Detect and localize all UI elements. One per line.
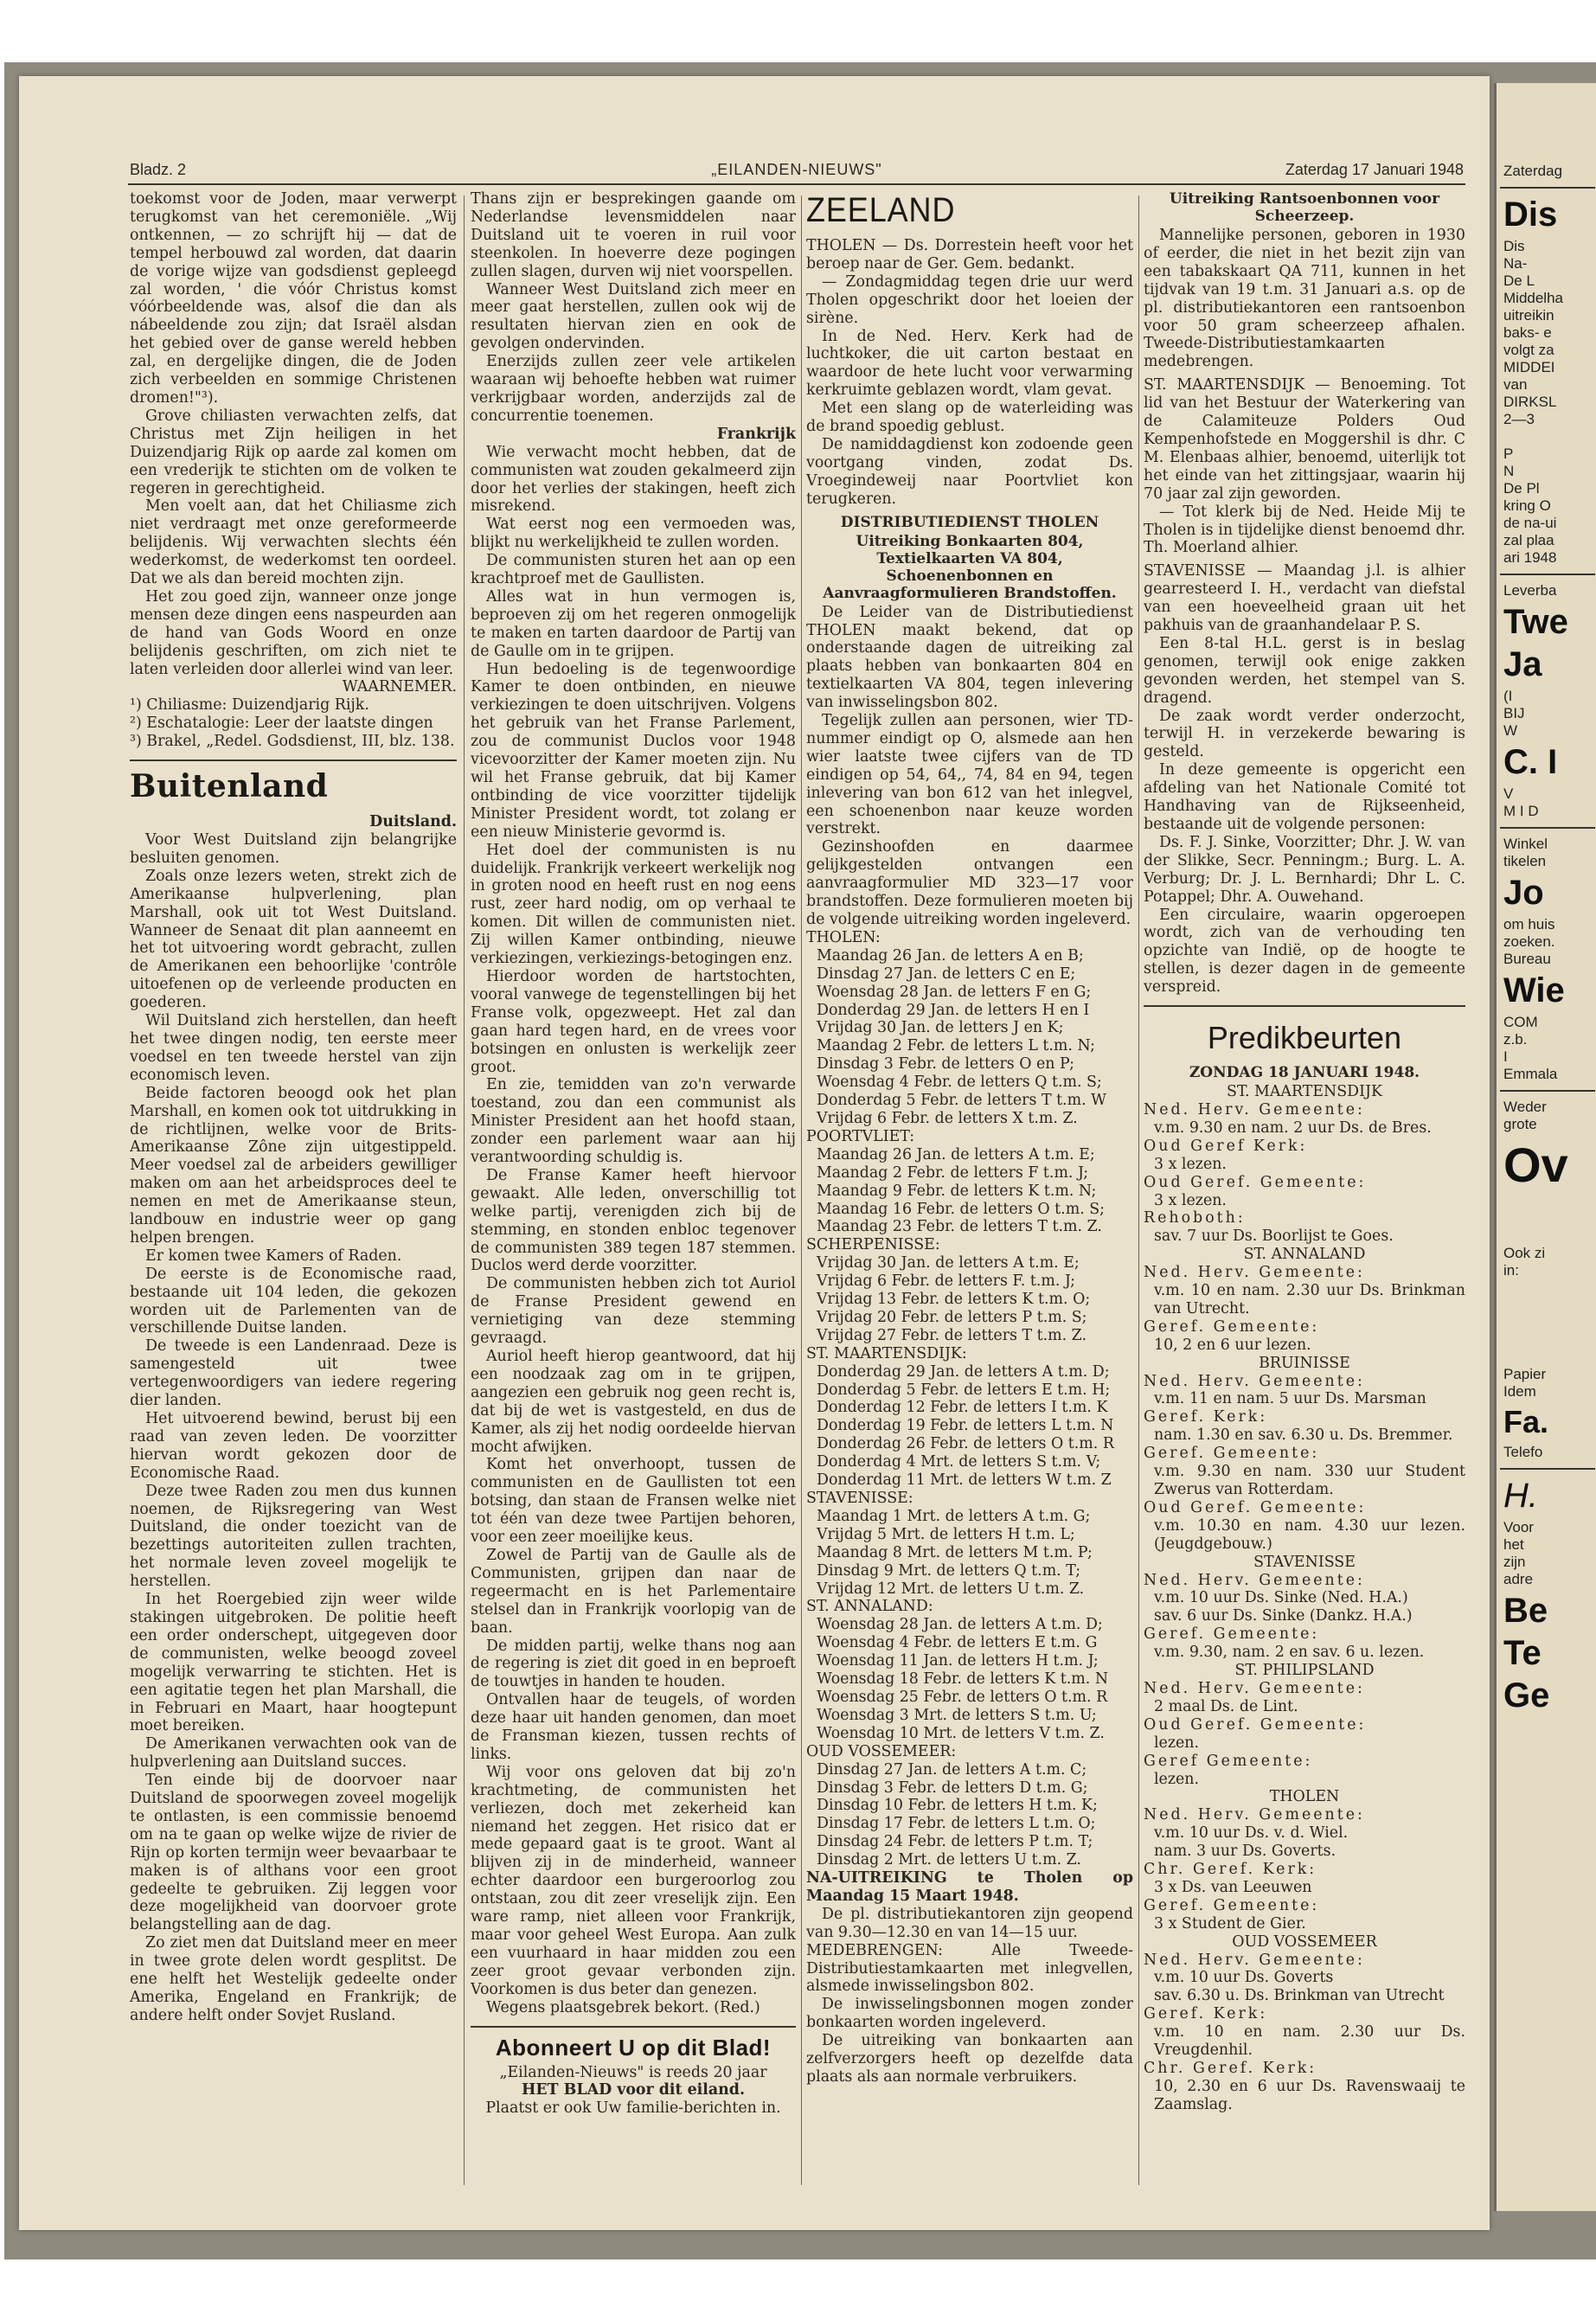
rp-line: De L: [1503, 272, 1535, 289]
paragraph: Er komen twee Kamers of Raden.: [145, 1247, 402, 1265]
service-times: sav. 7 uur Ds. Boorlijst te Goes.: [1154, 1227, 1394, 1246]
paragraph: Een circulaire, waarin opgeroepen wordt, zich van de verhouding ten opzichte van Indië, op de hoogte te stellen, is dezer dagen in de gemeente verspreid.: [1144, 906, 1465, 997]
schedule-row: Dinsdag 24 Febr. de letters P t.m. T;: [817, 1833, 1093, 1851]
paragraph: Grove chiliasten verwachten zelfs, dat Christus met Zijn heiligen in het Duizendjarig Rijk op aarde zal komen om een vrederijk te stichten om de volken te regeren in gerechtigheid.: [130, 407, 457, 497]
church-name: Oud Geref Kerk:: [1144, 1137, 1308, 1155]
schedule-row: Donderdag 29 Jan. de letters H en I: [817, 1001, 1090, 1019]
paragraph: De uitreiking van bonkaarten aan zelfverzorgers heeft op dezelfde data plaats als aan normale verbruikers.: [806, 2032, 1133, 2086]
schedule-row: Vrijdag 30 Jan. de letters A t.m. E;: [817, 1254, 1080, 1272]
editorial-note: Wegens plaatsgebrek bekort. (Red.): [486, 1998, 760, 2016]
rp-line: H.: [1503, 1477, 1538, 1515]
rp-line: Wie: [1503, 971, 1565, 1009]
paragraph: De midden partij, welke thans nog aan de regering is ziet dit goed in en beproeft de touwtjes in handen te houden.: [471, 1637, 796, 1691]
rp-line: BIJ: [1503, 705, 1525, 721]
rp-line: Ook zi: [1503, 1245, 1546, 1261]
rp-line: Ge: [1503, 1676, 1550, 1715]
rp-line: zoeken.: [1503, 933, 1555, 950]
rp-line: Jo: [1503, 874, 1544, 912]
service-times: v.m. 9.30, nam. 2 en sav. 6 u. lezen.: [1154, 1644, 1425, 1662]
footnote: ²) Eschatalogie: Leer der laatste dingen: [130, 715, 433, 733]
service-times: 3 x lezen.: [1154, 1155, 1227, 1173]
place-heading: OUD VOSSEMEER: [1232, 1932, 1377, 1951]
rp-line: Middelha: [1503, 290, 1563, 306]
schedule-row: Woensdag 3 Mrt. de letters S t.m. U;: [817, 1706, 1097, 1724]
rp-line: Weder: [1503, 1099, 1547, 1115]
paragraph: Ds. F. J. Sinke, Voorzitter; Dhr. J. W. van der Slikke, Secr. Penningm.; Burg. L. A. Verburg; Dr. J. L. Bernhardi; Dhr L. C. Potappel; Dhr. A. Ouwehand.: [1144, 833, 1465, 906]
rp-line: (I: [1503, 688, 1513, 704]
schedule-row: Donderdag 5 Febr. de letters T t.m. W: [817, 1092, 1107, 1110]
schedule-row: Maandag 26 Jan. de letters A en B;: [817, 946, 1084, 965]
section-heading-buitenland: Buitenland: [130, 768, 329, 805]
paragraph: Wil Duitsland zich herstellen, dan heeft het twee dingen nodig, ten eerste meer voedsel en ten tweede herstel van zijn economisch leven.: [130, 1012, 457, 1084]
date-heading: ZONDAG 18 JANUARI 1948.: [1189, 1064, 1420, 1082]
service-times: v.m. 10 en nam. 2.30 uur Ds. Vreugdenhil.: [1154, 2023, 1465, 2060]
schedule-row: Donderdag 19 Febr. de letters L t.m. N: [817, 1417, 1114, 1435]
church-name: Ned. Herv. Gemeente:: [1144, 1571, 1365, 1589]
paragraph: Wanneer West Duitsland zich meer en meer gaat herstellen, zullen ook wij de resultaten hiervan zien en ook de gevolgen ondervinden.: [471, 280, 796, 353]
schedule-heading: STAVENISSE:: [806, 1490, 913, 1507]
column-3: [806, 190, 1133, 2197]
adjacent-page-edge: [1494, 83, 1596, 2211]
adjacent-header: Zaterdag: [1503, 163, 1563, 179]
church-name: Geref. Kerk:: [1144, 2005, 1268, 2023]
schedule-heading: OUD VOSSEMEER:: [806, 1742, 957, 1760]
schedule-row: Woensdag 25 Febr. de letters O t.m. R: [817, 1688, 1108, 1706]
church-name: Ned. Herv. Gemeente:: [1144, 1264, 1365, 1282]
service-times: v.m. 9.30 en nam. 2 uur Ds. de Bres.: [1154, 1118, 1432, 1137]
church-name: Geref Gemeente:: [1144, 1752, 1313, 1770]
section-rule: [130, 760, 457, 761]
schedule-row: Maandag 16 Febr. de letters O t.m. S;: [817, 1200, 1106, 1218]
paragraph: De communisten hebben zich tot Auriol de Franse President gewend en vernietiging van deze stemming gevraagd.: [471, 1275, 796, 1348]
paragraph: De tweede is een Landenraad. Deze is samengesteld uit twee vertegenwoordigers van iedere regering dier landen.: [130, 1337, 457, 1410]
rp-line: Ov: [1503, 1138, 1568, 1192]
section-heading-predikbeurten: Predikbeurten: [1207, 1020, 1402, 1056]
schedule-row: Woensdag 4 Febr. de letters Q t.m. S;: [817, 1074, 1102, 1092]
paragraph: Zo ziet men dat Duitsland meer en meer in twee grote delen wordt gesplitst. De ene helft het Westelijk gedeelte onder Amerika, Engeland en Frankrijk; de andere helft onder Sovjet Rusland.: [130, 1934, 457, 2024]
notice-subtitle: Uitreiking Bonkaarten 804, Textielkaarten VA 804, Schoenenbonnen en Aanvraagformulieren Brandstoffen.: [823, 532, 1117, 602]
schedule-row: Maandag 2 Febr. de letters L t.m. N;: [817, 1037, 1095, 1055]
schedule-row: Dinsdag 27 Jan. de letters C en E;: [817, 965, 1076, 983]
schedule-heading: POORTVLIET:: [806, 1127, 915, 1145]
place-heading: THOLEN: [1269, 1788, 1340, 1806]
rp-line: z.b.: [1503, 1031, 1528, 1048]
paragraph: Het zou goed zijn, wanneer onze jonge mensen deze dingen eens naspeurden aan de hand van Gods Woord en onze belijdenis geschriften, om zich niet te laten verleiden door allerlei wind van leer.: [130, 587, 457, 678]
schedule-row: Woensdag 28 Jan. de letters A t.m. D;: [817, 1616, 1103, 1634]
rp-line: zijn: [1503, 1554, 1526, 1570]
church-name: Ned. Herv. Gemeente:: [1144, 1372, 1365, 1390]
paragraph: De zaak wordt verder onderzocht, terwijl H. in verzekerde bewaring is gesteld.: [1144, 707, 1465, 761]
church-name: Oud Geref. Gemeente:: [1144, 1173, 1367, 1191]
paragraph: Tegelijk zullen aan personen, wier TD-nummer eindigt op O, alsmede aan hen wier laatste twee cijfers van de TD eindigen op 54, 64,, 74, 84 en 94, tegen inlevering van bon 612 van het inlegvel, een schoenenbon naar keuze worden verstrekt.: [806, 712, 1133, 838]
church-name: Geref. Gemeente:: [1144, 1896, 1320, 1914]
paragraph: Het doel der communisten is nu duidelijk. Frankrijk verkeert werkelijk nog in groten nood en heeft rust en nog eens rust, zeer hard nodig, om op verhaal te komen. Dit willen de communisten niet. Zij willen Kamer ontbinding, nieuwe verkiezingen, verkiezings-betogingen enz.: [471, 841, 796, 968]
schedule-row: Woensdag 11 Jan. de letters H t.m. J;: [817, 1652, 1099, 1670]
paragraph: Komt het onverhoopt, tussen de communisten en de Gaullisten tot een botsing, dan staan de Fransen welke niet tot één van deze twee Partijen behoren, voor een zeer moeilijke keus.: [471, 1456, 796, 1547]
subheading-duitsland: Duitsland.: [369, 813, 457, 831]
column-divider: [464, 195, 465, 2185]
paragraph: Beide factoren beoogd ook het plan Marshall, en komen ook tot uitdrukking in de richtlijnen, welke voor de Brits-Amerikaanse Zône zijn uitgestippeld. Meer voedsel zal de arbeiders gewilliger maken om aan het arbeidsproces deel te nemen en met de Amerikaanse steun, landbouw en industrie weer op gang helpen brengen.: [130, 1084, 457, 1247]
paragraph: Hierdoor worden de hartstochten, vooral vanwege de tegenstellingen bij het Franse volk, opgezweept. Het zal dan gaan hard tegen hard, en de vrees voor botsingen en onlusten is werkelijk zeer groot.: [471, 967, 796, 1076]
footnote: ¹) Chiliasme: Duizendjarig Rijk.: [130, 696, 369, 715]
rp-line: uitreikin: [1503, 307, 1554, 324]
paragraph: NA-UITREIKING te Tholen op Maandag 15 Maart 1948.: [806, 1869, 1133, 1905]
paragraph: Het uitvoerend bewind, berust bij een raad van zeven leden. De voorzitter hiervan wordt gekozen door de Economische Raad.: [130, 1410, 457, 1482]
header-rule: [128, 183, 1465, 185]
rp-line: adre: [1503, 1571, 1534, 1587]
rp-line: tikelen: [1503, 853, 1547, 869]
church-name: Ned. Herv. Gemeente:: [1144, 1679, 1365, 1697]
paragraph: Gezinshoofden en daarmee gelijkgestelden ontvangen een aanvraagformulier MD 323—17 voor brandstoffen. Deze formulieren moeten bij de volgende uitreiking worden ingeleverd.: [806, 838, 1133, 928]
column-divider: [1138, 195, 1139, 2185]
rp-line: I: [1503, 1048, 1508, 1065]
schedule-row: Vrijdag 6 Febr. de letters F. t.m. J;: [817, 1272, 1076, 1291]
schedule-row: Maandag 2 Febr. de letters F t.m. J;: [817, 1163, 1089, 1182]
service-times: v.m. 10 uur Ds. Goverts: [1154, 1969, 1334, 1987]
church-name: Oud Geref. Gemeente:: [1144, 1498, 1367, 1516]
church-name: Ned. Herv. Gemeente:: [1144, 1951, 1365, 1969]
paragraph: Enerzijds zullen zeer vele artikelen waaraan wij behoefte hebben wat ruimer verkrijgbaar worden, anderzijds zal de concurrentie toenemen.: [471, 353, 796, 425]
section-rule: [471, 2026, 796, 2028]
paragraph: Hun bedoeling is de tegenwoordige Kamer te doen ontbinden, en nieuwe verkiezingen te doen uitschrijven. Volgens het gebruik van het Franse Parlement, zou de communist Duclos voor 1948 vicevoorzitter der Kamer moeten zijn. Nu wil het Franse gebruik, dat bij Kamer ontbinding de vice voorzitter tijdelijk Minister President wordt, tot zolang er een nieuw Ministerie gevormd is.: [471, 660, 796, 841]
service-times: v.m. 9.30 en nam. 330 uur Student Zwerus van Rotterdam.: [1154, 1463, 1465, 1498]
schedule-heading: ST. MAARTENSDIJK:: [806, 1344, 967, 1362]
service-times: sav. 6 uur Ds. Sinke (Dankz. H.A.): [1154, 1607, 1413, 1625]
service-times: 3 x Ds. van Leeuwen: [1154, 1878, 1312, 1896]
rp-line: in:: [1503, 1262, 1519, 1279]
rp-line: Dis: [1503, 195, 1558, 234]
rp-line: baks- e: [1503, 324, 1552, 341]
rp-line: COM: [1503, 1014, 1538, 1030]
rp-line: Te: [1503, 1634, 1542, 1672]
schedule-row: Vrijdag 30 Jan. de letters J en K;: [817, 1019, 1064, 1037]
place-heading: ST. ANNALAND: [1243, 1246, 1366, 1264]
church-name: Chr. Geref. Kerk:: [1144, 2060, 1317, 2077]
section-heading-zeeland: ZEELAND: [806, 191, 956, 229]
schedule-row: Maandag 8 Mrt. de letters M t.m. P;: [817, 1543, 1093, 1561]
schedule-row: Maandag 23 Febr. de letters T t.m. Z.: [817, 1218, 1102, 1236]
rp-line: Twe: [1503, 603, 1568, 641]
service-times: 10, 2.30 en 6 uur Ds. Ravenswaaij te Zaamslag.: [1154, 2077, 1465, 2113]
paragraph: Met een slang op de waterleiding was de brand spoedig geblust.: [806, 400, 1133, 436]
column-1: [130, 190, 457, 2197]
rp-line: Bureau: [1503, 951, 1551, 967]
church-name: Rehoboth:: [1144, 1209, 1246, 1227]
paragraph: De Franse Kamer heeft hiervoor gewaakt. Alle leden, onverschillig tot welke partij, verenigden zich bij de stemming, en stonden enbloc tegenover de communisten 389 tegen 187 stemmen. Duclos werd derde voorzitter.: [471, 1166, 796, 1275]
paragraph: toekomst voor de Joden, maar verwerpt terugkomst van het ceremoniële. „Wij ontkennen, — zo schrijft hij — dat de tempel herbouwd zal worden, dat daarin de vorige wijze van godsdienst gepleegd zal worden, ' die vóór Christus komst vóórbeeldende was, alsof die dan als nábeeldende zou zijn; dat Israël alsdan het gebied over de ganse wereld hebben zal, en dergelijke dingen, die de Joden zich verbeelden en sommige Christenen dromen!"³).: [130, 190, 457, 407]
schedule-row: Dinsdag 3 Febr. de letters D t.m. G;: [817, 1779, 1088, 1797]
rp-line: Emmala: [1503, 1066, 1558, 1082]
church-name: Ned. Herv. Gemeente:: [1144, 1806, 1365, 1824]
church-name: Geref. Gemeente:: [1144, 1445, 1320, 1463]
author-signature: WAARNEMER.: [342, 678, 457, 696]
schedule-row: Maandag 26 Jan. de letters A t.m. E;: [817, 1145, 1095, 1163]
church-name: Geref. Gemeente:: [1144, 1317, 1320, 1336]
paragraph: Voor West Duitsland zijn belangrijke besluiten genomen.: [130, 831, 457, 867]
paragraph: Ten einde bij de doorvoer naar Duitsland de spoorwegen zoveel mogelijk te ontlasten, is een commissie benoemd om na te gaan op welke wijze de rivier de Rijn op korten termijn weer bevaarbaar te maken is of althans voor een groot gedeelte te gebruiken. Zij leggen voor deze mogelijkheid van doorvoer grote belangstelling aan de dag.: [130, 1772, 457, 1934]
schedule-row: Vrijdag 12 Mrt. de letters U t.m. Z.: [817, 1580, 1085, 1598]
rp-line: P: [1503, 445, 1514, 462]
subheading-frankrijk: Frankrijk: [716, 425, 796, 443]
rp-line: W: [1503, 722, 1518, 739]
service-times: v.m. 10 en nam. 2.30 uur Ds. Brinkman van Utrecht.: [1154, 1282, 1465, 1317]
paragraph: Wie verwacht mocht hebben, dat de communisten wat zouden gekalmeerd zijn door het verlies der stakingen, heeft zich misrekend.: [471, 443, 796, 516]
schedule-row: Donderdag 29 Jan. de letters A t.m. D;: [817, 1362, 1110, 1381]
rp-line: de na-ui: [1503, 515, 1557, 531]
paragraph: Een 8-tal H.L. gerst is in beslag genomen, terwijl ook enige zakken gevonden werden, het stempel van S. dragend.: [1144, 634, 1465, 707]
schedule-row: Woensdag 4 Febr. de letters E t.m. G: [817, 1634, 1098, 1652]
paragraph: Zoals onze lezers weten, strekt zich de Amerikaanse hulpverlening, plan Marshall, ook uit tot West Duitsland. Wanneer de Senaat dit plan aanneemt en het tot uitvoering wordt gebracht, zullen de Amerikanen een behoorlijke 'contrôle uitoefenen op de verleende producten en goederen.: [130, 867, 457, 1012]
schedule-row: Dinsdag 9 Mrt. de letters Q t.m. T;: [817, 1561, 1081, 1580]
schedule-row: Maandag 1 Mrt. de letters A t.m. G;: [817, 1507, 1091, 1525]
schedule-row: Donderdag 5 Febr. de letters E t.m. H;: [817, 1381, 1111, 1399]
section-rule: [1144, 1005, 1465, 1007]
paragraph: Wat eerst nog een vermoeden was, blijkt nu werkelijkheid te zullen worden.: [471, 516, 796, 552]
rp-line: zal plaa: [1503, 532, 1554, 548]
church-name: Oud Geref. Gemeente:: [1144, 1715, 1367, 1734]
paragraph: Ontvallen haar de teugels, of worden deze haar uit handen genomen, dan moet de Fransman kiezen, tussen rechts of links.: [471, 1691, 796, 1763]
service-times: lezen.: [1154, 1734, 1200, 1752]
paragraph: Men voelt aan, dat het Chiliasme zich niet verdraagt met onze gereformeerde belijdenis. Wij verwachten slechts één wederkomst, de wederkomst ten oordeel. Dat we als dan bereid mochten zijn.: [130, 497, 457, 588]
banner-line: HET BLAD voor dit eiland.: [521, 2081, 745, 2099]
service-times: v.m. 11 en nam. 5 uur Ds. Marsman: [1154, 1390, 1426, 1408]
rp-line: volgt za: [1503, 342, 1554, 358]
schedule-heading: SCHERPENISSE:: [806, 1236, 940, 1254]
rp-line: Idem: [1503, 1383, 1536, 1400]
schedule-row: Vrijdag 6 Febr. de letters X t.m. Z.: [817, 1109, 1078, 1127]
rp-line: C. I: [1503, 743, 1558, 781]
rp-line: Telefo: [1503, 1444, 1543, 1460]
rp-line: Be: [1503, 1592, 1548, 1630]
paragraph: Auriol heeft hierop geantwoord, dat hij een noodzaak zag om in te grijpen, aangezien een gebruik nog geen recht is, dat bij de wet is vastgesteld, en dus de Kamer, als zij het nodig oordeelde hiervan mocht afwijken.: [471, 1348, 796, 1456]
paragraph: Mannelijke personen, geboren in 1930 of eerder, die niet in het bezit zijn van een tabakskaart QA 711, kunnen in het tijdvak van 19 t.m. 31 Januari a.s. op de pl. distributiekantoren een rantsoenbon voor 50 gram scheerzeep afhalen. Tweede-Distributiestamkaarten medebrengen.: [1144, 227, 1465, 371]
newspaper-title: „EILANDEN-NIEUWS": [711, 161, 882, 178]
footnote: ³) Brakel, „Redel. Godsdienst, III, blz. 138.: [130, 733, 455, 751]
paragraph: Thans zijn er besprekingen gaande om Nederlandse levensmiddelen naar Duitsland uit te voeren in ruil voor steenkolen. In hoeverre deze pogingen zullen slagen, durven wij niet voorspellen.: [471, 190, 796, 280]
rp-line: Papier: [1503, 1366, 1547, 1382]
rp-line: MIDDEI: [1503, 359, 1555, 375]
rp-line: om huis: [1503, 916, 1555, 933]
rp-line: V: [1503, 785, 1514, 802]
schedule-row: Woensdag 18 Febr. de letters K t.m. N: [817, 1670, 1109, 1689]
paragraph: — Zondagmiddag tegen drie uur werd Tholen opgeschrikt door het loeien der sirène.: [806, 272, 1133, 327]
schedule-row: Dinsdag 2 Mrt. de letters U t.m. Z.: [817, 1851, 1081, 1869]
service-times: sav. 6.30 u. Ds. Brinkman van Utrecht: [1154, 1987, 1445, 2005]
paragraph: ST. MAARTENSDIJK — Benoeming. Tot lid van het Bestuur der Waterkering van de Calamiteuze Polders Oud Kempenhofstede en Moggershil is dhr. C M. Elenbaas alhier, benoemd, uiterlijk tot het einde van het zittingsjaar, waarin hij 70 jaar zal zijn geworden.: [1144, 376, 1465, 503]
schedule-row: Woensdag 28 Jan. de letters F en G;: [817, 983, 1092, 1001]
rp-line: Na-: [1503, 255, 1528, 272]
schedule-row: Dinsdag 3 Febr. de letters O en P;: [817, 1055, 1074, 1074]
column-2: [471, 190, 796, 2197]
issue-date: Zaterdag 17 Januari 1948: [1285, 161, 1464, 178]
place-heading: ST. MAARTENSDIJK: [1227, 1083, 1382, 1101]
paragraph: De pl. distributiekantoren zijn geopend van 9.30—12.30 en van 14—15 uur.: [806, 1905, 1133, 1941]
rp-line: Voor: [1503, 1519, 1534, 1535]
schedule-row: Dinsdag 17 Febr. de letters L t.m. O;: [817, 1815, 1096, 1833]
rp-line: De Pl: [1503, 480, 1540, 497]
page-number: Bladz. 2: [130, 161, 187, 178]
page-header: [130, 161, 1464, 182]
rp-line: Fa.: [1503, 1404, 1549, 1439]
banner-line: „Eilanden-Nieuws" is reeds 20 jaar: [499, 2063, 767, 2081]
schedule-row: Vrijdag 27 Febr. de letters T t.m. Z.: [817, 1326, 1086, 1344]
column-4: [1144, 190, 1465, 2197]
paragraph: De Amerikanen verwachten ook van de hulpverlening aan Duitsland succes.: [130, 1735, 457, 1772]
rp-line: van: [1503, 376, 1528, 393]
notice-title: Uitreiking Rantsoenbonnen voor Scheerzeep.: [1169, 190, 1440, 225]
service-times: v.m. 10.30 en nam. 4.30 uur lezen. (Jeugdgebouw.): [1154, 1516, 1465, 1553]
paragraph: Wij voor ons geloven dat bij zo'n krachtmeting, de communisten het verliezen, doch met zekerheid kan niemand het zeggen. Het risico dat er mede gepaard gaat is te groot. Want al blijven zij in de minderheid, wanneer echter daardoor een burgeroorlog zou ontstaan, zou dit zeer vreselijk zijn. Een ware ramp, niet alleen voor Frankrijk, maar voor geheel West Europa. Aan zulk een vuurhaard in haar midden zou een zeer groot gevaar verbonden zijn. Voorkomen is dus beter dan genezen.: [471, 1763, 796, 1998]
schedule-heading: ST. ANNALAND:: [806, 1598, 933, 1616]
rp-line: ari 1948: [1503, 549, 1557, 566]
schedule-row: Maandag 9 Febr. de letters K t.m. N;: [817, 1182, 1097, 1200]
schedule-row: Vrijdag 5 Mrt. de letters H t.m. L;: [817, 1525, 1075, 1543]
paragraph: THOLEN — Ds. Dorrestein heeft voor het beroep naar de Ger. Gem. bedankt.: [806, 237, 1133, 272]
service-times: v.m. 10 uur Ds. Sinke (Ned. H.A.): [1154, 1589, 1408, 1607]
rp-line: N: [1503, 463, 1515, 479]
rp-line: het: [1503, 1536, 1524, 1553]
schedule-heading: THOLEN:: [806, 928, 881, 946]
place-heading: ST. PHILIPSLAND: [1234, 1662, 1375, 1680]
schedule-row: Donderdag 11 Mrt. de letters W t.m. Z: [817, 1471, 1112, 1490]
rp-line: 2—3: [1503, 411, 1535, 427]
paragraph: De inwisselingsbonnen mogen zonder bonkaarten worden ingeleverd.: [806, 1996, 1133, 2032]
rp-line: DIRKSL: [1503, 394, 1557, 410]
paragraph: — Tot klerk bij de Ned. Heide Mij te Tholen is in tijdelijke dienst benoemd dhr. Th. Moerland alhier.: [1144, 503, 1465, 557]
service-times: lezen.: [1154, 1770, 1200, 1788]
rp-line: kring O: [1503, 497, 1551, 514]
paragraph: MEDEBRENGEN: Alle Tweede-Distributiestamkaarten met inlegvellen, alsmede inwisselingsbon 802.: [806, 1941, 1133, 1996]
rp-line: M I D: [1503, 803, 1539, 819]
paragraph: De communisten sturen het aan op een krachtproef met de Gaullisten.: [471, 552, 796, 588]
service-times: 2 maal Ds. de Lint.: [1154, 1697, 1298, 1715]
paragraph: In deze gemeente is opgericht een afdeling van het Nationale Comité tot Handhaving van de Rijkseenheid, bestaande uit de volgende personen:: [1144, 761, 1465, 833]
schedule-row: Donderdag 26 Febr. de letters O t.m. R: [817, 1435, 1114, 1453]
service-times: 10, 2 en 6 uur lezen.: [1154, 1336, 1311, 1354]
service-times: 3 x Student de Gier.: [1154, 1914, 1306, 1932]
schedule-row: Woensdag 10 Mrt. de letters V t.m. Z.: [817, 1724, 1105, 1742]
schedule-row: Donderdag 12 Febr. de letters I t.m. K: [817, 1399, 1108, 1417]
rp-line: grote: [1503, 1116, 1537, 1132]
church-name: Geref. Gemeente:: [1144, 1625, 1320, 1644]
schedule-row: Donderdag 4 Mrt. de letters S t.m. V;: [817, 1453, 1101, 1471]
paragraph: In de Ned. Herv. Kerk had de luchtkoker, die uit carton bestaat en waardoor de hete lucht voor verwarming kerkruimte geblazen wordt, vlam gevat.: [806, 327, 1133, 400]
paragraph: En zie, temidden van zo'n verwarde toestand, zou dan een communist als Minister President aan het hoofd staan, zonder een parlement waar aan hij verantwoording schuldig is.: [471, 1076, 796, 1167]
service-times: v.m. 10 uur Ds. v. d. Wiel.: [1154, 1824, 1349, 1843]
place-heading: BRUINISSE: [1259, 1354, 1350, 1372]
church-name: Ned. Herv. Gemeente:: [1144, 1100, 1365, 1118]
place-heading: STAVENISSE: [1253, 1553, 1356, 1571]
schedule-row: Dinsdag 10 Febr. de letters H t.m. K;: [817, 1797, 1098, 1815]
rp-line: Leverba: [1503, 582, 1557, 599]
rp-line: Ja: [1503, 645, 1542, 683]
paragraph: De namiddagdienst kon zodoende geen voortgang vinden, zodat Ds. Vroegindeweij naar Poortvliet kon terugkeren.: [806, 435, 1133, 508]
paragraph: STAVENISSE — Maandag j.l. is alhier gearresteerd I. H., verdacht van diefstal van een hoeveelheid graan uit het pakhuis van de graanhandelaar P. S.: [1144, 562, 1465, 635]
paragraph: De eerste is de Economische raad, bestaande uit 104 leden, die gekozen worden uit de Parlementen van de verschillende Duitse landen.: [130, 1265, 457, 1337]
subscribe-banner: Abonneert U op dit Blad!: [495, 2034, 772, 2061]
schedule-row: Vrijdag 13 Febr. de letters K t.m. O;: [817, 1291, 1091, 1309]
rp-line: Winkel: [1503, 836, 1548, 852]
paragraph: Zowel de Partij van de Gaulle als de Communisten, grijpen dan naar de regeermacht en is het Parlementaire stelsel dan in Frankrijk voorlopig van de baan.: [471, 1546, 796, 1637]
paragraph: Alles wat in hun vermogen is, beproeven zij om het regeren onmogelijk te maken en tarten daardoor de Partij van de Gaulle om in te grijpen.: [471, 587, 796, 660]
paragraph: In het Roergebied zijn weer wilde stakingen uitgebroken. De politie heeft een order onderschept, uitgegeven door de communisten, welke beoogd zoveel mogelijk verwarring te stichten. Het is een agitatie tegen het plan Marshall, die in Februari en Maart, haar hoogtepunt moet bereiken.: [130, 1591, 457, 1735]
service-times: 3 x lezen.: [1154, 1191, 1227, 1209]
notice-title: DISTRIBUTIEDIENST THOLEN: [840, 513, 1099, 531]
church-name: Geref. Kerk:: [1144, 1408, 1268, 1426]
service-times: nam. 1.30 en sav. 6.30 u. Ds. Bremmer.: [1154, 1426, 1453, 1445]
schedule-row: Vrijdag 20 Febr. de letters P t.m. S;: [817, 1308, 1087, 1326]
banner-line: Plaatst er ook Uw familie-berichten in.: [485, 2099, 781, 2118]
schedule-row: Dinsdag 27 Jan. de letters A t.m. C;: [817, 1760, 1087, 1779]
column-divider: [801, 195, 802, 2185]
service-times: nam. 3 uur Ds. Goverts.: [1154, 1843, 1336, 1861]
rp-line: Dis: [1503, 238, 1525, 254]
paragraph: Deze twee Raden zou men dus kunnen noemen, de Rijksregering van West Duitsland, die onder toezicht van de bezettings autoriteiten zullen trachten, het normale leven zoveel mogelijk te herstellen.: [130, 1482, 457, 1591]
church-name: Chr. Geref. Kerk:: [1144, 1861, 1317, 1879]
paragraph: De Leider van de Distributiedienst THOLEN maakt bekend, dat op onderstaande dagen de uitreiking zal plaats hebben van bonkaarten 804 en textielkaarten VA 804, tegen inlevering van inwisselingsbon 802.: [806, 603, 1133, 712]
